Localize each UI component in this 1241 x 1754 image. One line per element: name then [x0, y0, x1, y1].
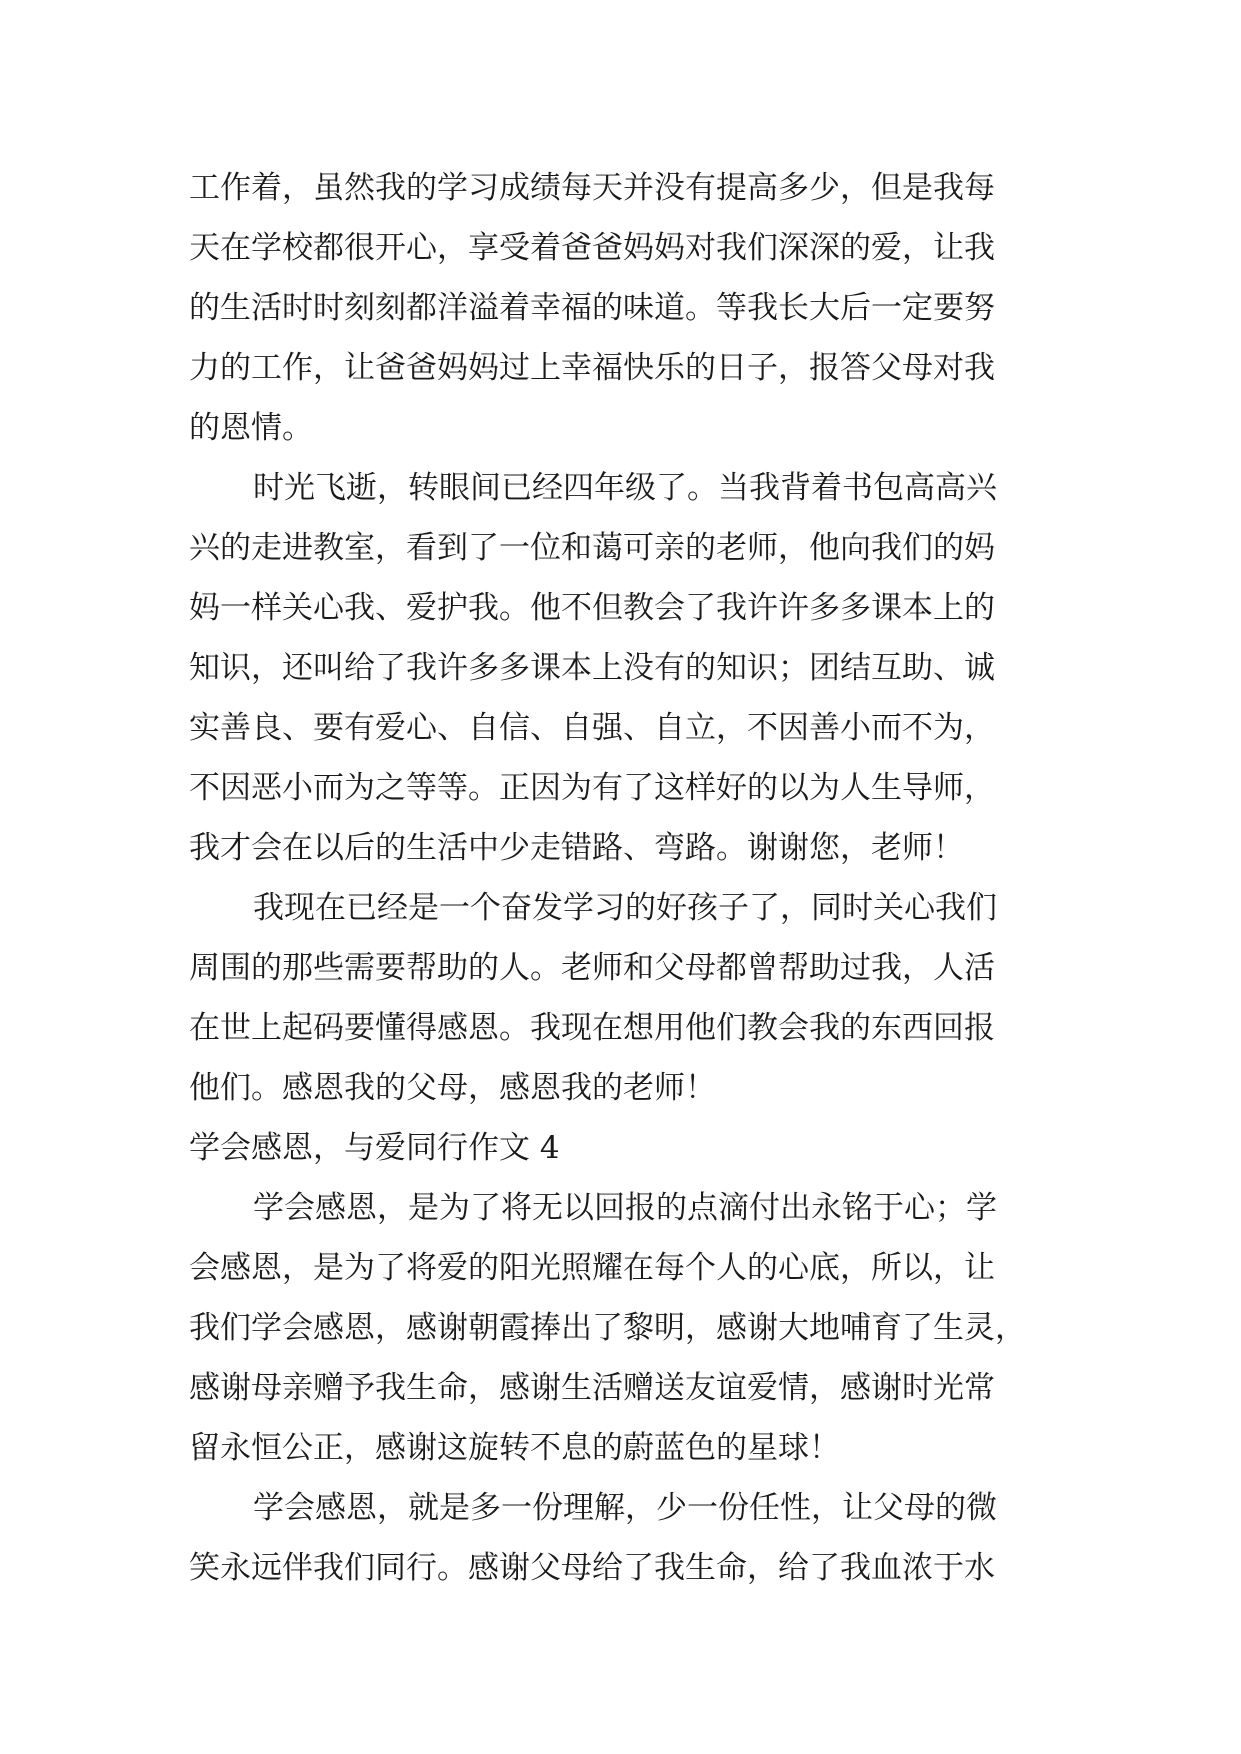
essay-body: [189, 158, 1069, 1598]
paragraph-start-line: 我现在已经是一个奋发学习的好孩子了，同时关心我们: [253, 890, 997, 926]
text-line: 感谢母亲赠予我生命，感谢生活赠送友谊爱情，感谢时光常: [189, 1370, 995, 1406]
text-line: 实善良、要有爱心、自信、自强、自立，不因善小而不为，: [189, 710, 995, 746]
paragraph-start-line: 时光飞逝，转眼间已经四年级了。当我背着书包高高兴: [253, 470, 997, 506]
text-line: 在世上起码要懂得感恩。我现在想用他们教会我的东西回报: [189, 1010, 995, 1046]
text-line: 他们。感恩我的父母，感恩我的老师！: [189, 1070, 716, 1106]
text-line: 我才会在以后的生活中少走错路、弯路。谢谢您，老师！: [189, 830, 964, 866]
text-line: 妈一样关心我、爱护我。他不但教会了我许许多多课本上的: [189, 590, 995, 626]
text-line: 天在学校都很开心，享受着爸爸妈妈对我们深深的爱，让我: [189, 230, 995, 266]
text-line: 不因恶小而为之等等。正因为有了这样好的以为人生导师，: [189, 770, 995, 806]
text-line: 我们学会感恩，感谢朝霞捧出了黎明，感谢大地哺育了生灵，: [189, 1310, 1026, 1346]
text-line: 会感恩，是为了将爱的阳光照耀在每个人的心底，所以，让: [189, 1250, 995, 1286]
text-line: 知识，还叫给了我许多多课本上没有的知识；团结互助、诚: [189, 650, 995, 686]
text-line: 留永恒公正，感谢这旋转不息的蔚蓝色的星球！: [189, 1430, 840, 1466]
text-line: 兴的走进教室，看到了一位和蔼可亲的老师，他向我们的妈: [189, 530, 995, 566]
text-line: 周围的那些需要帮助的人。老师和父母都曾帮助过我，人活: [189, 950, 995, 986]
text-line: 笑永远伴我们同行。感谢父母给了我生命，给了我血浓于水: [189, 1550, 995, 1586]
text-line: 工作着，虽然我的学习成绩每天并没有提高多少，但是我每: [189, 170, 995, 206]
paragraph-start-line: 学会感恩，是为了将无以回报的点滴付出永铭于心；学: [253, 1190, 997, 1226]
text-line: 的恩情。: [189, 410, 313, 446]
text-line: 力的工作，让爸爸妈妈过上幸福快乐的日子，报答父母对我: [189, 350, 995, 386]
text-line: 的生活时时刻刻都洋溢着幸福的味道。等我长大后一定要努: [189, 290, 995, 326]
paragraph-start-line: 学会感恩，就是多一份理解，少一份任性，让父母的微: [253, 1490, 997, 1526]
section-heading: 学会感恩，与爱同行作文 4: [189, 1130, 560, 1166]
